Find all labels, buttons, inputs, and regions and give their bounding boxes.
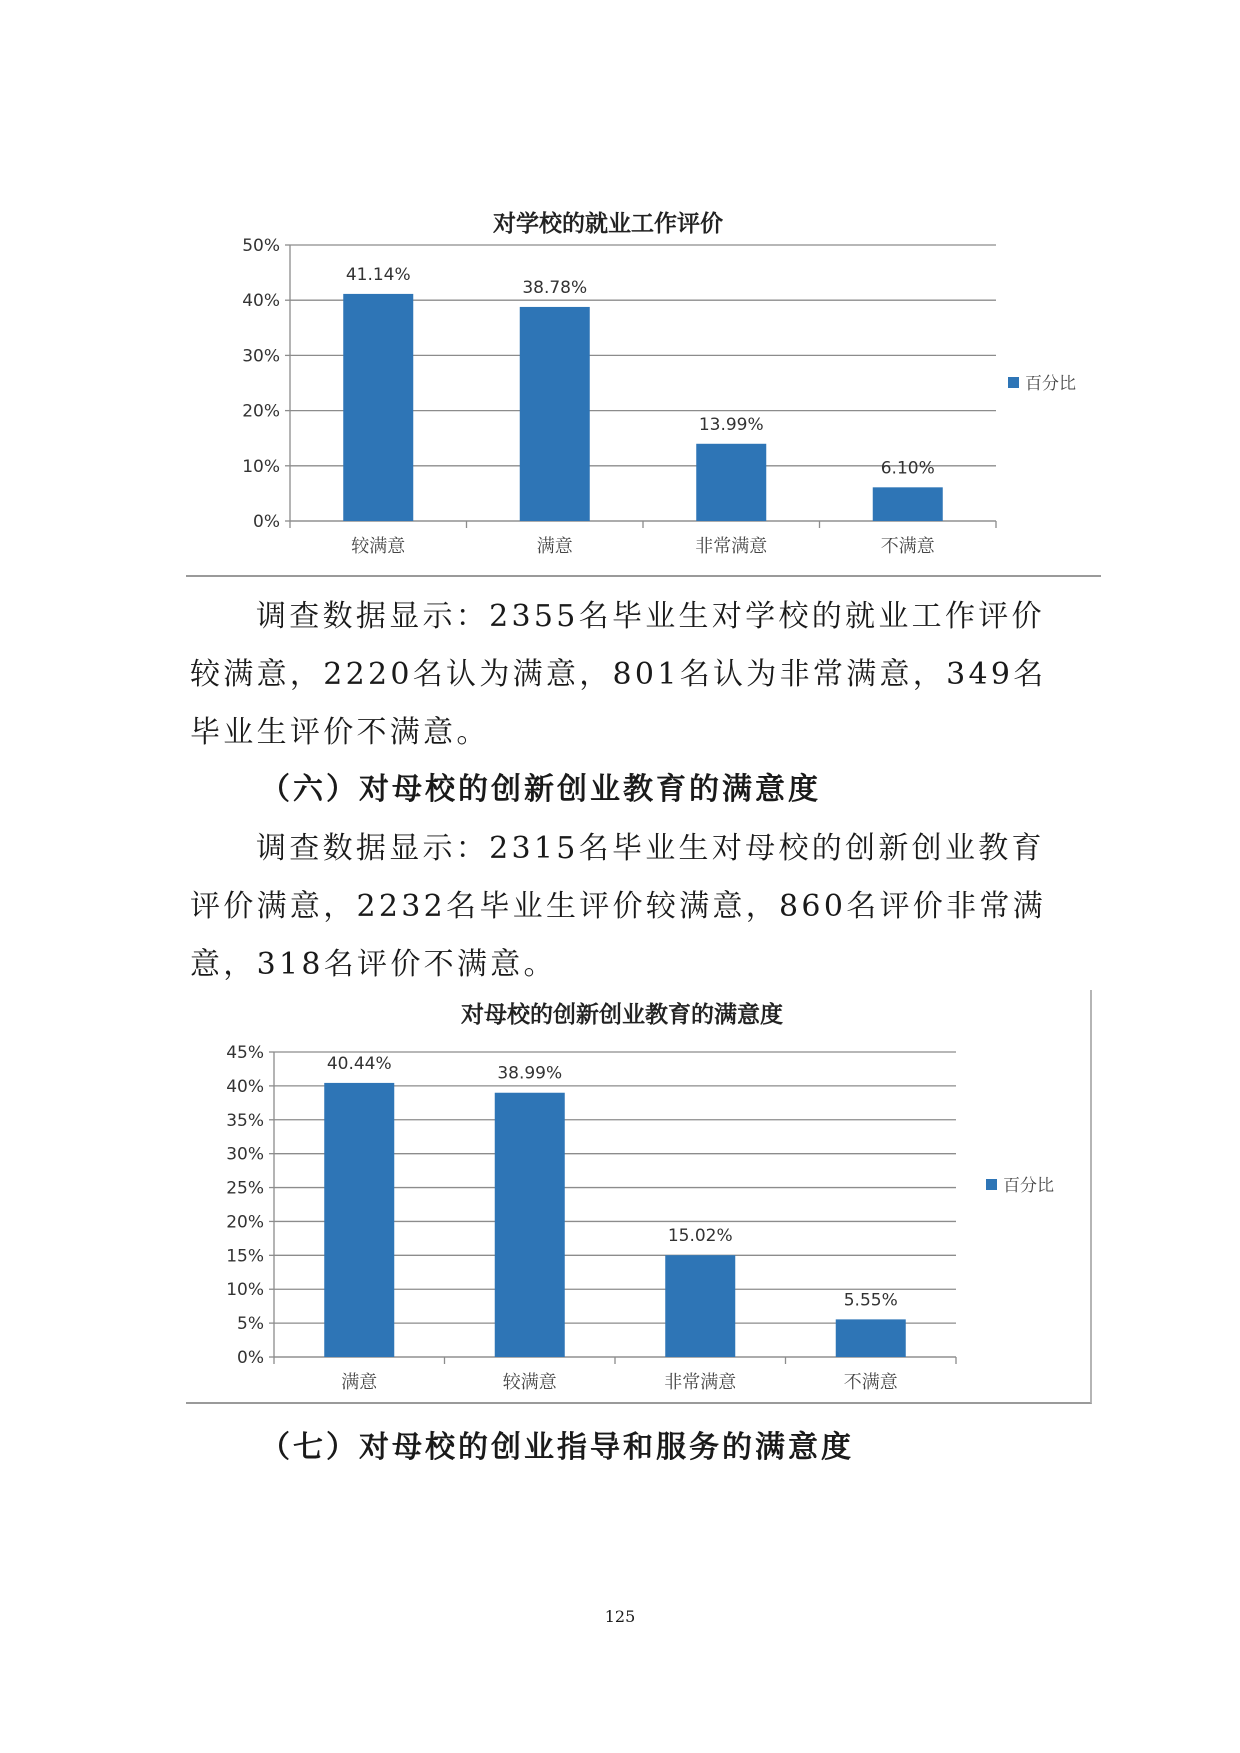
category-label: 不满意	[843, 1372, 898, 1393]
category-label: 满意	[536, 536, 573, 557]
data-label: 40.44%	[326, 1053, 392, 1074]
bar	[520, 307, 590, 521]
y-tick-label: 20%	[226, 1212, 264, 1233]
y-tick-label: 15%	[226, 1246, 264, 1267]
y-tick-label: 40%	[242, 291, 280, 312]
bar	[495, 1093, 565, 1357]
legend-swatch	[986, 1179, 997, 1190]
y-tick-label: 10%	[226, 1280, 264, 1301]
chart-title: 对母校的创新创业教育的满意度	[461, 1001, 783, 1028]
y-tick-label: 5%	[237, 1314, 264, 1335]
innovation-education-chart	[186, 990, 1092, 1404]
category-label: 非常满意	[695, 536, 768, 557]
bar	[324, 1083, 394, 1357]
bar	[343, 294, 413, 521]
employment-evaluation-chart	[186, 195, 1101, 577]
legend-label: 百分比	[1025, 374, 1076, 394]
y-tick-label: 0%	[237, 1348, 264, 1368]
bar	[836, 1319, 906, 1357]
y-tick-label: 30%	[242, 346, 280, 367]
legend-swatch	[1008, 377, 1019, 388]
y-tick-label: 25%	[226, 1178, 264, 1199]
section-heading-6: （六）对母校的创新创业教育的满意度	[260, 772, 821, 807]
legend-label: 百分比	[1003, 1176, 1054, 1196]
category-label: 较满意	[502, 1372, 557, 1393]
paragraph-innovation-survey: 调查数据显示：2315名毕业生对母校的创新创业教育评价满意，2232名毕业生评价较满意，860名评价非常满意，318名评价不满意。	[190, 831, 1047, 982]
data-label: 15.02%	[667, 1226, 733, 1247]
page-number: 125	[604, 1607, 636, 1626]
employment-evaluation-chart-svg	[186, 195, 1101, 575]
y-tick-label: 45%	[226, 1043, 264, 1063]
category-label: 满意	[341, 1372, 378, 1393]
paragraph-employment-survey: 调查数据显示：2355名毕业生对学校的就业工作评价较满意，2220名认为满意，801名认为非常满意，349名毕业生评价不满意。	[190, 599, 1047, 750]
section-heading-7: （七）对母校的创业指导和服务的满意度	[260, 1430, 854, 1465]
data-label: 5.55%	[843, 1290, 898, 1311]
y-tick-label: 30%	[226, 1144, 264, 1165]
innovation-education-chart-svg	[186, 990, 1088, 1400]
bar	[696, 444, 766, 521]
chart-title: 对学校的就业工作评价	[493, 210, 723, 237]
data-label: 13.99%	[698, 414, 764, 435]
bar	[665, 1255, 735, 1357]
y-tick-label: 10%	[242, 456, 280, 477]
y-tick-label: 40%	[226, 1076, 264, 1097]
data-label: 38.99%	[497, 1063, 563, 1084]
y-tick-label: 0%	[253, 512, 280, 532]
data-label: 38.78%	[522, 277, 588, 298]
y-tick-label: 20%	[242, 401, 280, 422]
bar	[873, 487, 943, 521]
category-label: 非常满意	[664, 1372, 737, 1393]
y-tick-label: 50%	[242, 236, 280, 256]
y-tick-label: 35%	[226, 1110, 264, 1131]
data-label: 6.10%	[880, 458, 935, 479]
data-label: 41.14%	[345, 264, 411, 285]
category-label: 不满意	[880, 536, 935, 557]
category-label: 较满意	[351, 536, 406, 557]
